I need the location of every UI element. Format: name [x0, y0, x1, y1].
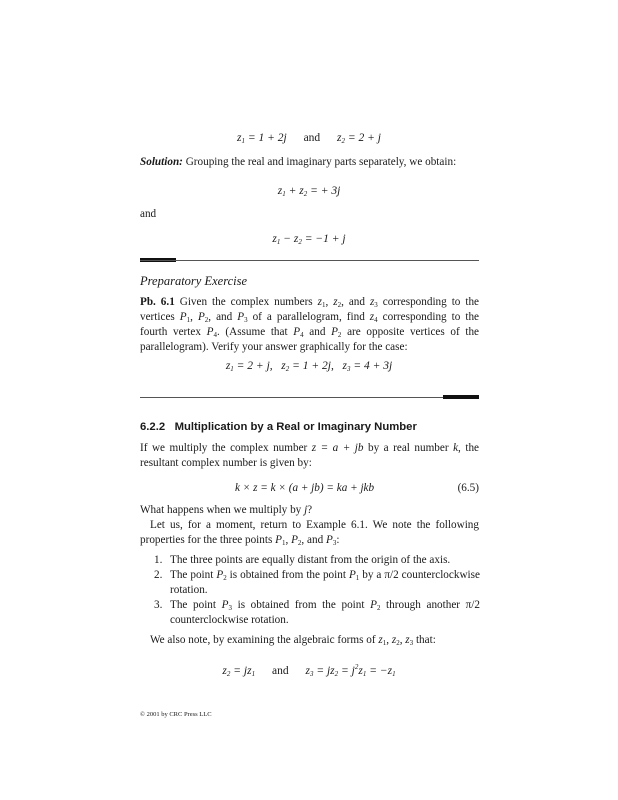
exercise-rule-bottom [140, 397, 479, 398]
preparatory-exercise-title: Preparatory Exercise [140, 274, 248, 288]
equation-sum: $z_1 + z_2$ = + 3j [277, 185, 341, 198]
problem-6-1: Pb. 6.1 Given the complex numbers $z_1$, $z_2$, and $z_3$ corresponding to the vertices $P_1$, $P_2$, and $P_3$ of a parallelogram, find $z_4$ corresponding to the fourth vertex $P_4$. (Assume that $P_4$ and $P_2$ are opposite vertices of the parallelogram). Verify your answer graphically for the case: [140, 296, 480, 353]
equation-rotation: $z_2 = jz_1$ and $z_3 = jz_2 = j^2z_1 = -z_1$ [222, 663, 396, 678]
intro-paragraph: If we multiply the complex number z = a + jb by a real number k, the resultant complex number is given by: [140, 442, 480, 469]
exercise-bar-bottom [443, 395, 479, 399]
also-note-paragraph: We also note, by examining the algebraic forms of $z_1$, $z_2$, $z_3$ that: [150, 634, 436, 647]
exercise-rule-top [140, 260, 479, 261]
question-line: What happens when we multiply by j? [140, 504, 313, 516]
equation-z1-z2: $z_1 = 1 + 2j$ and $z_2 = 2 + j$ [236, 132, 381, 145]
copyright-footer: © 2001 by CRC Press LLC [140, 711, 212, 718]
let-us-paragraph: Let us, for a moment, return to Example 6.1. We note the following properties for the three points $P_1$, $P_2$, and $P_3$: [140, 519, 479, 547]
equation-difference: $z_1 - z_2 = -1 + j$ [272, 233, 346, 246]
and-text: and [140, 208, 157, 220]
solution-paragraph: Solution: Grouping the real and imaginary parts separately, we obtain: [140, 156, 457, 168]
equation-case: $z_1 = 2 + j$, $z_2 = 1 + 2j$, $z_3 = 4 + 3j$ [225, 360, 393, 373]
section-heading: 6.2.2 Multiplication by a Real or Imaginary Number [140, 421, 417, 433]
